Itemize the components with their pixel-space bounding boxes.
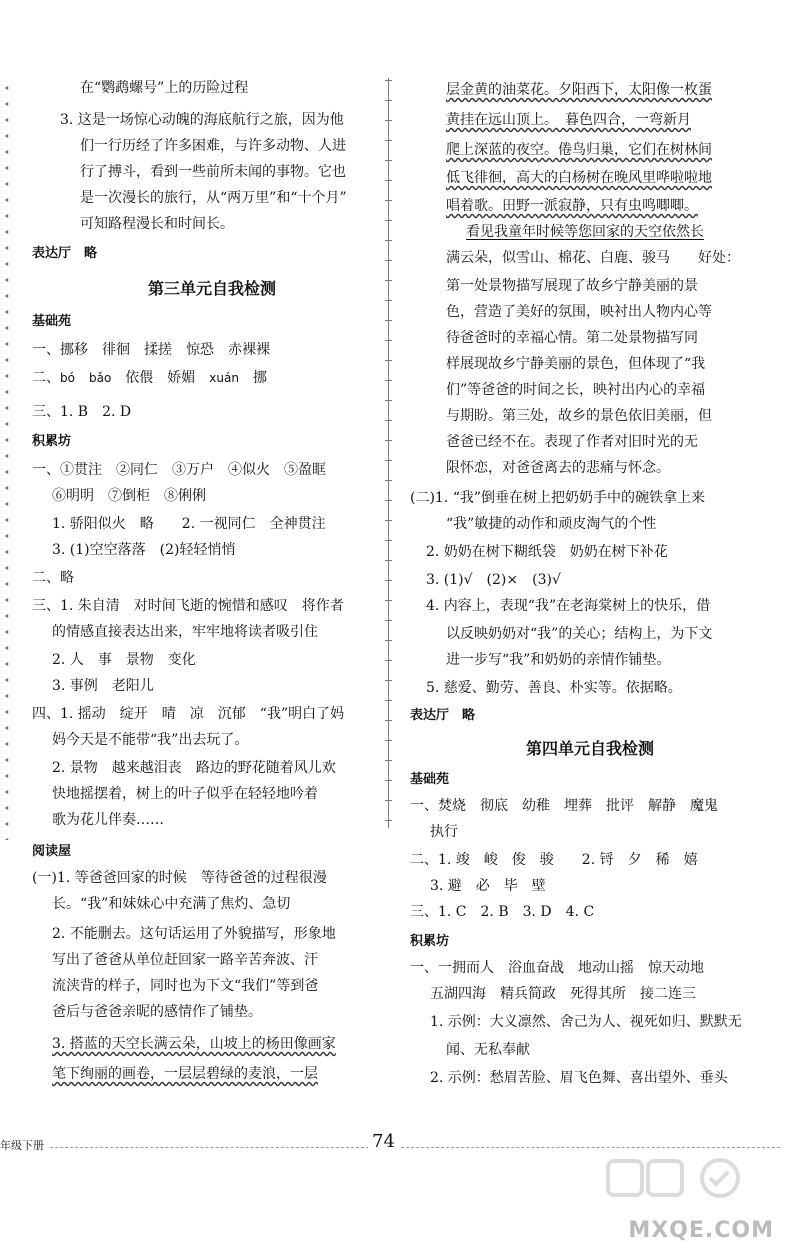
answer-line: 一、一拥而人 浴血奋战 地动山摇 惊天动地 xyxy=(410,960,704,976)
answer-line: 二、略 xyxy=(32,570,74,586)
answer-line: 一、焚烧 彻底 幼稚 埋葬 批评 解静 魔鬼 xyxy=(410,798,718,814)
answer-line: 1. 示例：大义凛然、舍己为人、视死如归、默默无 xyxy=(430,1014,742,1030)
answer-line: ⑥明明 ⑦倒柜 ⑧俐俐 xyxy=(52,488,206,504)
q2-end: 挪 xyxy=(252,370,267,386)
answer-line: 写出了爸爸从单位赶回家一路辛苦奔波、汗 xyxy=(52,952,318,968)
answer-line: (二)1. “我”倒垂在树上把奶奶手中的碗铁拿上来 xyxy=(410,490,706,506)
answer-line: 三、1. 朱自清 对时间飞逝的惋惜和感叹 将作者 xyxy=(32,598,344,614)
section-express-label: 表达厅 略 xyxy=(410,708,476,723)
answer-line: 可知路程漫长和时间长。 xyxy=(80,216,234,232)
answer-line: 爸爸已经不在。表现了作者对旧时光的无 xyxy=(446,434,698,450)
answer-line-underlined: 低飞徘徊，高大的白杨树在晚风里哗啦啦地 xyxy=(446,170,712,186)
answer-line: 2. 不能删去。这句话运用了外貌描写，形象地 xyxy=(52,926,336,942)
answer-line: 3. (1)√ (2)× (3)√ xyxy=(426,572,561,588)
answer-line: 行了搏斗，看到一些前所未闻的事物。它也 xyxy=(80,164,346,180)
section-express-label: 表达厅 略 xyxy=(32,246,98,261)
section-jilei-label: 积累坊 xyxy=(32,434,72,449)
answer-line: 是一次漫长的旅行，从“两万里”和“十个月” xyxy=(80,190,347,206)
answer-line: 流浃背的样子，同时也为下文“我们”等到爸 xyxy=(52,978,319,994)
section-jilei-label: 积累坊 xyxy=(410,934,450,949)
answer-line: (一)1. 等爸爸回家的时候 等待爸爸的过程很漫 xyxy=(32,870,327,886)
answer-line: 色，营造了美好的氛围，映衬出人物内心等 xyxy=(446,304,712,320)
answer-line-underlined: 爬上深蓝的夜空。倦鸟归巢，它们在树林间 xyxy=(446,142,712,158)
answer-line: 4. 内容上，表现“我”在老海棠树上的快乐，借 xyxy=(426,598,711,614)
answer-line: 妈今天是不能带“我”出去玩了。 xyxy=(52,732,249,748)
answer-line: 2. 示例：愁眉苦脸、眉飞色舞、喜出望外、垂头 xyxy=(430,1070,728,1086)
answer-line: 一、①贯注 ②同仁 ③万户 ④似火 ⑤盈眶 xyxy=(32,462,326,478)
answer-line-underlined: 唱着歌。田野一派寂静，只有虫鸣唧唧。 xyxy=(446,198,698,214)
answer-line: 执行 xyxy=(430,824,458,840)
answer-line: 二、1. 竣 峻 俊 骏 2. 锊 夕 稀 嬉 xyxy=(410,852,698,868)
pinyin-answer: bó xyxy=(60,371,75,385)
answer-line: 1. 骄阳似火 略 2. 一视同仁 全神贯注 xyxy=(52,516,326,532)
footer-grade: 年级下册 xyxy=(0,1137,48,1153)
answer-line: 的情感直接表达出来，牢牢地将读者吸引住 xyxy=(52,624,318,640)
answer-line: 3. 避 必 毕 壁 xyxy=(430,878,546,894)
answer-line: 3. 这是一场惊心动魄的海底航行之旅，因为他 xyxy=(60,112,344,128)
answer-line: 进一步写“我”和奶奶的亲情作铺垫。 xyxy=(446,652,671,668)
answer-line: 3. 事例 老阳儿 xyxy=(52,678,154,694)
watermark-text: MXQE.COM xyxy=(628,1218,774,1243)
answer-line: 一、挪移 徘徊 揉搓 惊恐 赤裸裸 xyxy=(32,342,270,358)
section-yuedu-label: 阅读屋 xyxy=(32,844,72,859)
answer-line: 满云朵，似雪山、棉花、白鹿、骏马 好处： xyxy=(446,250,740,266)
answer-line: 五湖四海 精兵简政 死得其所 接二连三 xyxy=(430,986,696,1002)
answer-line-underlined: 看见我童年时候等您回家的天空依然长 xyxy=(466,224,704,240)
answer-line: 2. 人 事 景物 变化 xyxy=(52,652,196,668)
answer-line-underlined: 层金黄的油菜花。夕阳西下，太阳像一枚蛋 xyxy=(446,82,712,98)
answer-line: 以反映奶奶对“我”的关心；结构上，为下文 xyxy=(446,626,713,642)
answer-line-underlined: 笔下绚丽的画卷，一层层碧绿的麦浪，一层 xyxy=(52,1066,318,1082)
answer-line: 长。“我”和妹妹心中充满了焦灼、急切 xyxy=(52,896,291,912)
q2-words: 依偎 娇媚 xyxy=(125,370,196,386)
answer-line: 们”等爸爸的时间之长，映衬出内心的幸福 xyxy=(446,382,706,398)
page-number: 74 xyxy=(368,1131,399,1152)
answer-line: 待爸爸时的幸福心情。第二处景物描写同 xyxy=(446,330,698,346)
answer-line: 第一处景物描写展现了故乡宁静美丽的景 xyxy=(446,278,698,294)
answer-line: “我”敏捷的动作和顽皮淘气的个性 xyxy=(446,516,657,532)
answer-line: 歌为花儿伴奏…… xyxy=(52,812,164,828)
answer-line: 闻、无私奉献 xyxy=(446,1042,530,1058)
answer-line: 3. (1)空空落落 (2)轻轻悄悄 xyxy=(52,542,236,558)
answer-line-pinyin xyxy=(32,368,267,388)
answer-line: 与期盼。第三处，故乡的景色依旧美丽，但 xyxy=(446,408,712,424)
answer-line: 三、1. B 2. D xyxy=(32,404,132,420)
answer-line-underlined: 黄挂在远山顶上。 暮色四合，一弯新月 xyxy=(446,112,691,128)
answer-line: 们一行历经了许多困难，与许多动物、人进 xyxy=(80,138,346,154)
answer-line: 限怀恋，对爸爸离去的悲痛与怀念。 xyxy=(446,460,670,476)
answer-line: 2. 景物 越来越泪丧 路边的野花随着风儿欢 xyxy=(52,760,336,776)
answer-line: 爸后与爸爸亲昵的感情作了铺垫。 xyxy=(52,1004,262,1020)
answer-line: 四、1. 摇动 绽开 晴 凉 沉郁 “我”明白了妈 xyxy=(32,706,345,722)
q2-prefix: 二、 xyxy=(32,370,60,386)
answer-line: 5. 慈爱、勤劳、善良、朴实等。依据略。 xyxy=(426,680,682,696)
answer-line: 样展现故乡宁静美丽的景色，但体现了“我 xyxy=(446,356,706,372)
unit3-title: 第三单元自我检测 xyxy=(147,279,276,298)
column-divider-ticks xyxy=(385,80,392,840)
section-jichu-label: 基础苑 xyxy=(410,772,450,787)
answer-line: 在“鹦鹉螺号”上的历险过程 xyxy=(80,80,249,96)
pinyin-answer: xuán xyxy=(209,371,239,385)
answer-line-underlined: 3. 搭蓝的天空长满云朵，山坡上的杨田像画家 xyxy=(52,1036,336,1052)
section-jichu-label: 基础苑 xyxy=(32,314,72,329)
pinyin-answer: bǎo xyxy=(88,371,112,385)
answer-line: 快地摇摆着，树上的叶子似乎在轻轻地吟着 xyxy=(52,786,318,802)
answer-line: 2. 奶奶在树下糊纸袋 奶奶在树下补花 xyxy=(426,544,668,560)
answer-line: 三、1. C 2. B 3. D 4. C xyxy=(410,904,595,920)
unit4-title: 第四单元自我检测 xyxy=(525,739,654,758)
binding-dots xyxy=(4,80,10,840)
